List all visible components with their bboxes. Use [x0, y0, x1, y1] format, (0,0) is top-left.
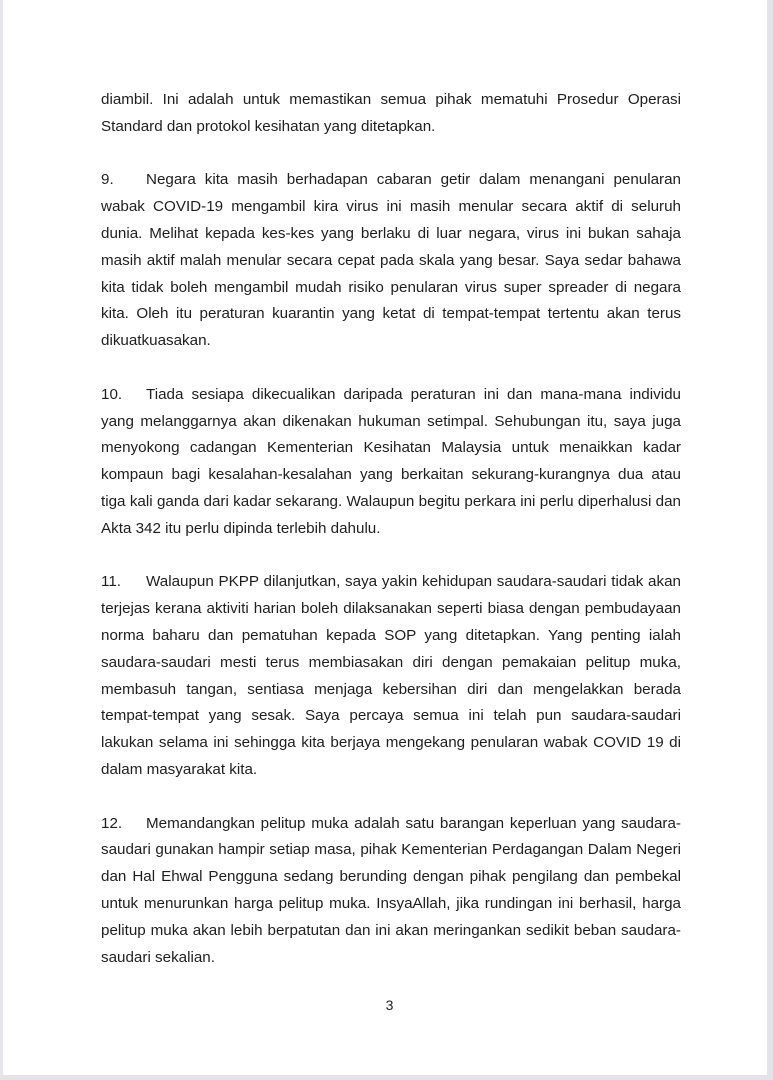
paragraph-number: 12. — [101, 814, 123, 832]
paragraph-number: 10. — [101, 385, 123, 403]
paragraph-10 — [101, 382, 681, 543]
paragraph-number: 11. — [101, 573, 121, 591]
paragraph-11 — [101, 569, 681, 783]
paragraph-text: diambil. Ini adalah untuk memastikan semua pihak mematuhi Prosedur Operasi Standard dan protokol kesihatan yang ditetapkan. — [101, 91, 681, 135]
page-body — [101, 87, 681, 998]
paragraph-number: 9. — [101, 171, 114, 189]
paragraph-9 — [101, 167, 681, 355]
paragraph-text: Walaupun PKPP dilanjutkan, saya yakin kehidupan saudara-saudari tidak akan terjejas kerana aktiviti harian boleh dilaksanakan seperti biasa dengan pembudayaan norma baharu dan pematuhan kepada SOP yang ditetapkan. Yang penting ialah saudara-saudari mesti terus membiasakan diri dengan pemakaian pelitup muka, membasuh tangan, sentiasa menjaga kebersihan diri dan mengelakkan berada tempat-tempat yang sesak. Saya percaya semua ini telah pun saudara-saudari lakukan selama ini sehingga kita berjaya mengekang penularan wabak COVID 19 di dalam masyarakat kita. — [101, 573, 681, 778]
paragraph-text: Negara kita masih berhadapan cabaran getir dalam menangani penularan wabak COVID-19 mengambil kira virus ini masih menular secara aktif di seluruh dunia. Melihat kepada kes-kes yang berlaku di luar negara, virus ini bukan sahaja masih aktif malah menular secara cepat pada skala yang besar. Saya sedar bahawa kita tidak boleh mengambil mudah risiko penularan virus super spreader di negara kita. Oleh itu peraturan kuarantin yang ketat di tempat-tempat tertentu akan terus dikuatkuasakan. — [101, 171, 681, 350]
paragraph-text: Tiada sesiapa dikecualikan daripada peraturan ini dan mana-mana individu yang melanggarnya akan dikenakan hukuman setimpal. Sehubungan itu, saya juga menyokong cadangan Kementerian Kesihatan Malaysia untuk menaikkan kadar kompaun bagi kesalahan-kesalahan yang berkaitan sekurang-kurangnya dua atau tiga kali ganda dari kadar sekarang. Walaupun begitu perkara ini perlu diperhalusi dan Akta 342 itu perlu dipinda terlebih dahulu. — [101, 385, 681, 537]
paragraph-text: Memandangkan pelitup muka adalah satu barangan keperluan yang saudara-saudari gunakan hampir setiap masa, pihak Kementerian Perdagangan Dalam Negeri dan Hal Ehwal Pengguna sedang berunding dengan pihak pengilang dan pembekal untuk menurunkan harga pelitup muka. InsyaAllah, jika rundingan ini berhasil, harga pelitup muka akan lebih berpatutan dan ini akan meringankan sedikit beban saudara-saudari sekalian. — [101, 814, 681, 966]
paragraph-12 — [101, 811, 681, 972]
paragraph-continuation — [101, 87, 681, 141]
page-number: 3 — [385, 997, 394, 1013]
